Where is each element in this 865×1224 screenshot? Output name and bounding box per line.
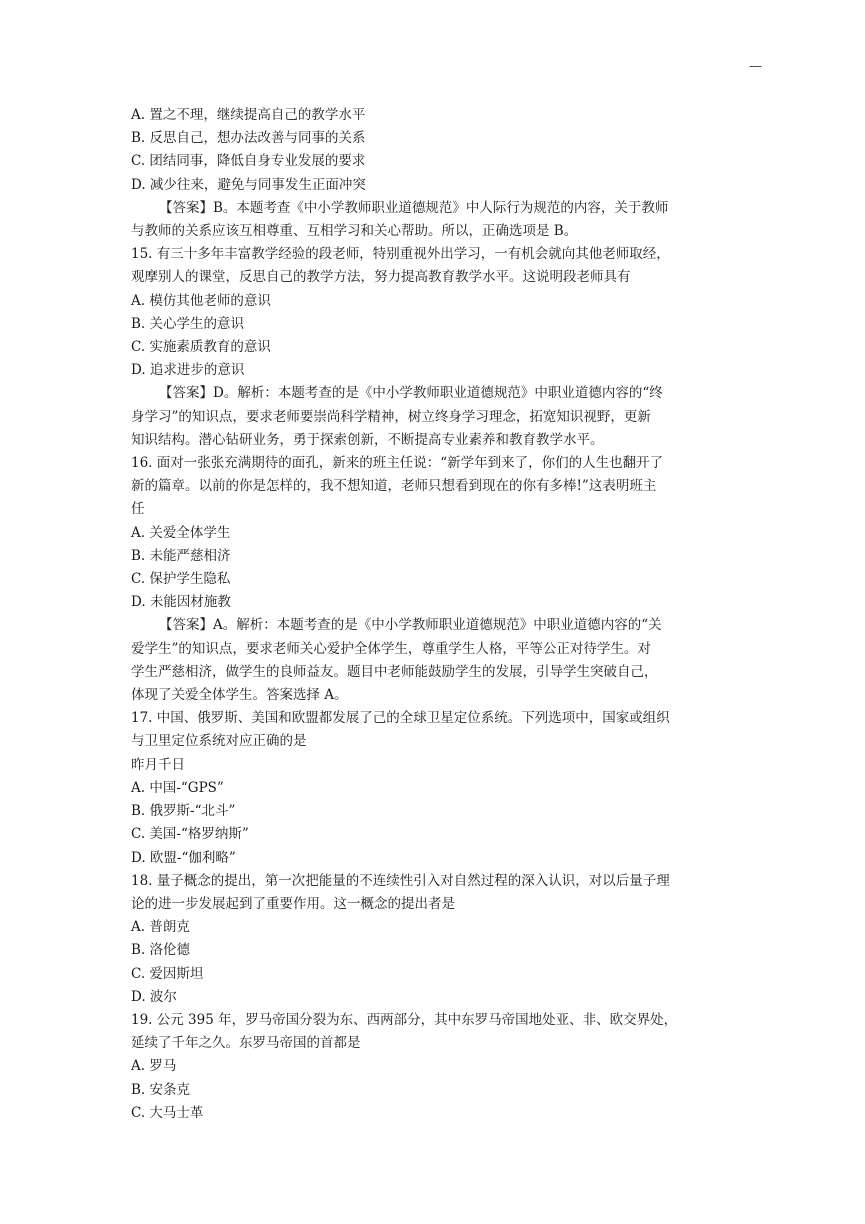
question-stem-line: 任 [131, 501, 145, 518]
question-stem-line: 昨月千日 [131, 756, 185, 773]
option-d: D. 追求进步的意识 [131, 362, 245, 379]
question-stem-line: 论的进一步发展起到了重要作用。这一概念的提出者是 [131, 895, 455, 912]
question-stem-line: 18. 量子概念的提出，第一次把能量的不连续性引入对自然过程的深入认识，对以后量子理 [131, 872, 670, 889]
question-16 [131, 452, 737, 707]
option-a: A. 普朗克 [131, 919, 190, 936]
option-c: C. 大马士革 [131, 1104, 204, 1121]
option-c: C. 保护学生隐私 [131, 571, 231, 588]
answer-line: 身学习”的知识点，要求老师要崇尚科学精神，树立终身学习理念，拓宽知识视野，更新 [131, 408, 651, 425]
option-c: C. 团结同事，降低自身专业发展的要求 [131, 153, 366, 170]
option-a: A. 中国-“GPS” [131, 779, 224, 796]
answer-line: 爱学生”的知识点，要求老师关心爱护全体学生，尊重学生人格，平等公正对待学生。对 [131, 640, 651, 657]
option-b: B. 反思自己，想办法改善与同事的关系 [131, 130, 366, 147]
question-stem-line: 19. 公元 395 年，罗马帝国分裂为东、西两部分，其中东罗马帝国地处亚、非、欧交界处， [131, 1011, 678, 1028]
option-b: B. 俄罗斯-“北斗” [131, 803, 236, 820]
document-body [131, 104, 737, 1125]
question-stem-line: 新的篇章。以前的你是怎样的，我不想知道，老师只想看到现在的你有多棒!”这表明班主 [131, 478, 657, 495]
answer-line: 【答案】A。解析：本题考查的是《中小学教师职业道德规范》中职业道德内容的“关 [159, 617, 662, 634]
answer-line: 【答案】B。本题考查《中小学教师职业道德规范》中人际行为规范的内容，关于教师 [159, 199, 669, 216]
option-a: A. 关爱全体学生 [131, 524, 231, 541]
question-15 [131, 243, 737, 452]
question-17 [131, 707, 737, 869]
option-d: D. 减少往来，避免与同事发生正面冲突 [131, 176, 366, 193]
question-stem-line: 15. 有三十多年丰富教学经验的段老师，特别重视外出学习，一有机会就向其他老师取经， [131, 246, 670, 263]
question-stem-line: 与卫里定位系统对应正确的是 [131, 733, 307, 750]
question-19 [131, 1009, 737, 1125]
page-header-mark: — [749, 59, 762, 74]
option-b: B. 未能严慈相济 [131, 547, 231, 564]
option-b: B. 安条克 [131, 1081, 191, 1098]
question-stem-line: 延续了千年之久。东罗马帝国的首都是 [131, 1035, 361, 1052]
option-c: C. 实施素质教育的意识 [131, 339, 271, 356]
option-a: A. 置之不理，继续提高自己的教学水平 [131, 107, 366, 123]
answer-line: 体现了关爱全体学生。答案选择 A。 [131, 687, 348, 704]
answer-line: 【答案】D。解析：本题考查的是《中小学教师职业道德规范》中职业道德内容的“终 [159, 385, 663, 402]
option-d: D. 波尔 [131, 988, 177, 1005]
question-18 [131, 870, 737, 1009]
option-a: A. 罗马 [131, 1058, 177, 1075]
option-c: C. 美国-“格罗纳斯” [131, 826, 249, 843]
answer-line: 知识结构。潜心钻研业务，勇于探索创新，不断提高专业素养和教育教学水平。 [131, 431, 604, 448]
question-stem-line: 观摩别人的课堂，反思自己的教学方法，努力提高教育教学水平。这说明段老师具有 [131, 269, 631, 286]
answer-line: 与教师的关系应该互相尊重、互相学习和关心帮助。所以，正确选项是 B。 [131, 223, 578, 240]
option-a: A. 模仿其他老师的意识 [131, 292, 271, 309]
question-stem-line: 17. 中国、俄罗斯、美国和欧盟都发展了己的全球卫星定位系统。下列选项中，国家或组织 [131, 710, 670, 727]
option-b: B. 关心学生的意识 [131, 315, 245, 332]
question-stem-line: 16. 面对一张张充满期待的面孔，新来的班主任说：“新学年到来了，你们的人生也翻开了 [131, 455, 664, 472]
option-c: C. 爱因斯坦 [131, 965, 204, 982]
option-b: B. 洛伦德 [131, 942, 191, 959]
answer-line: 学生严慈相济，做学生的良师益友。题目中老师能鼓励学生的发展，引导学生突破自己， [131, 663, 658, 680]
option-d: D. 欧盟-“伽利略” [131, 849, 236, 866]
option-d: D. 未能因材施教 [131, 594, 231, 611]
question-14 [131, 104, 737, 243]
